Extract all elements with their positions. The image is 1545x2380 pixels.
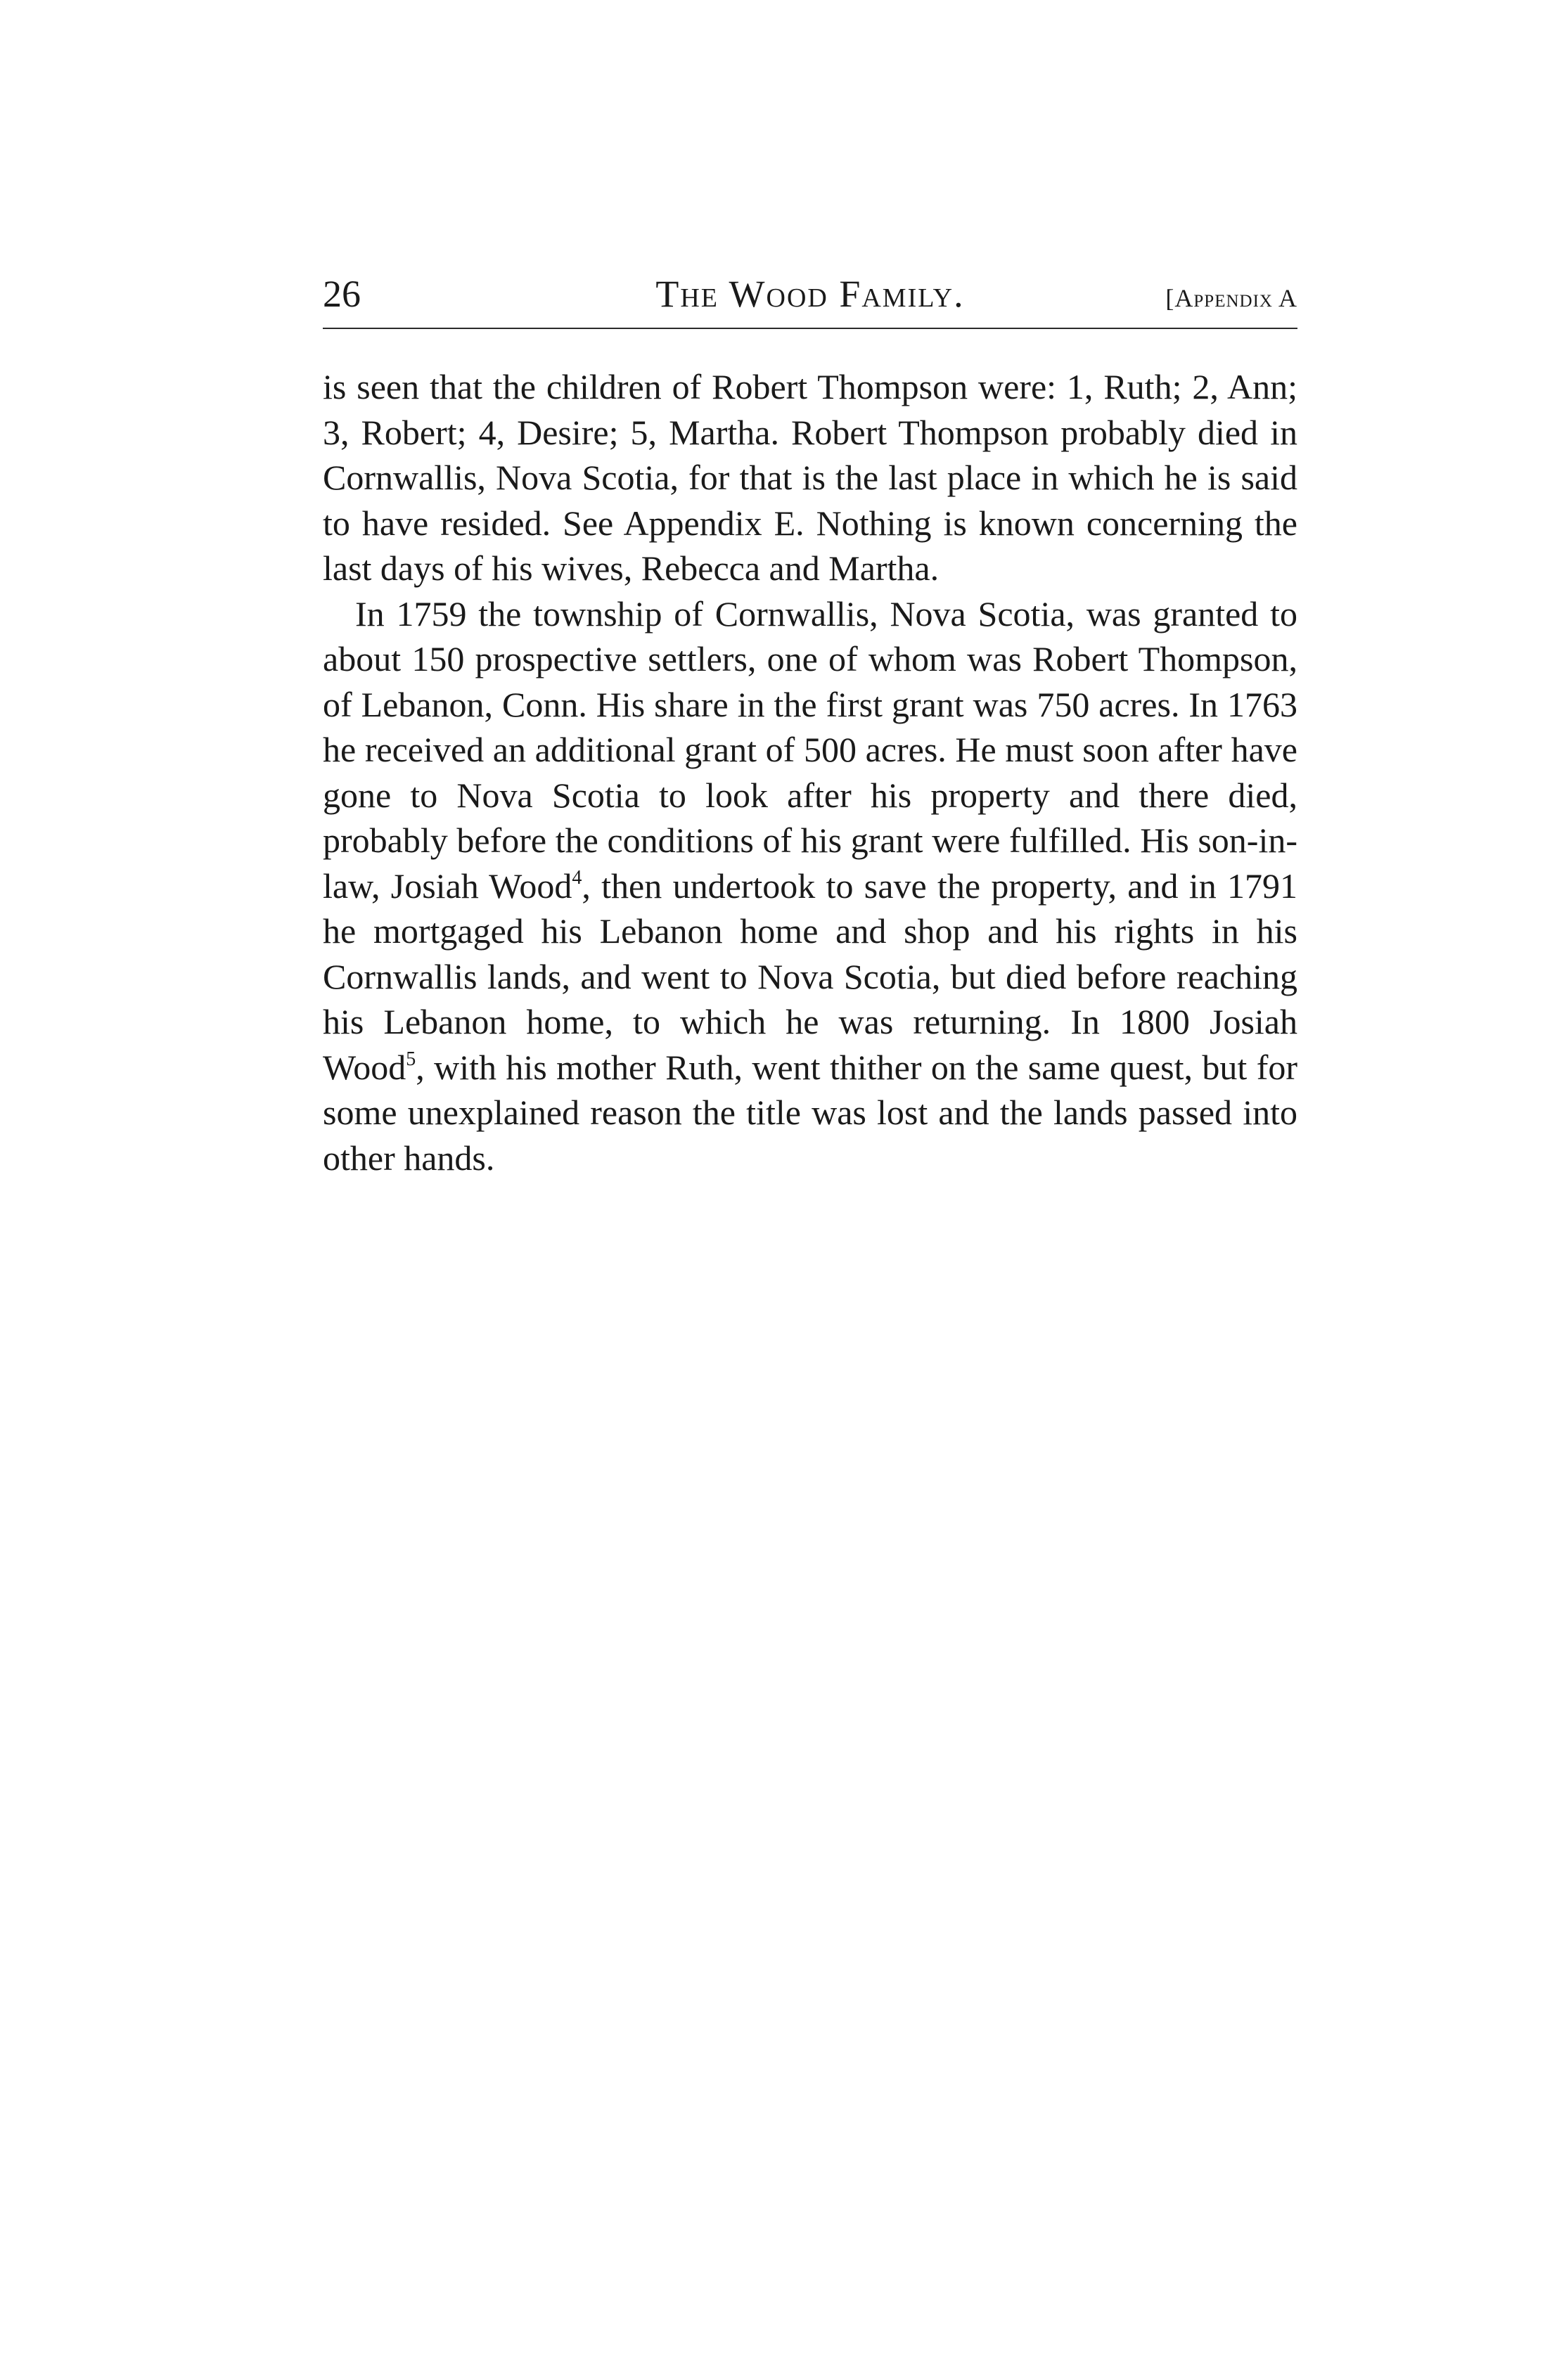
body-text: [323, 364, 1297, 1181]
page-number: 26: [323, 273, 361, 315]
running-title: The Wood Family.: [655, 273, 965, 315]
header-rule: [323, 328, 1297, 329]
section-reference: [Appendix A: [1165, 284, 1297, 312]
running-head: [323, 266, 1297, 322]
footnote-marker: 4: [572, 866, 582, 889]
paragraph-cornwallis-grant: [323, 591, 1297, 1181]
paragraph-continued: is seen that the children of Robert Thompson were: 1, Ruth; 2, Ann; 3, Robert; 4, Desire; 5, Martha. Robert Thompson probably died in Cornwallis, Nova Scotia, for that is the last place in which he is said to have resided. See Appendix E. Nothing is known concerning the last days of his wives, Rebecca and Martha.: [323, 367, 1297, 588]
footnote-marker: 5: [406, 1048, 416, 1070]
paragraph-segment: , then undertook to save the property, and in 1791 he mortgaged his Lebanon home and shop and his rights in his Cornwallis lands, and went to Nova Scotia, but died before reaching his Lebanon home, to which he was returning. In 1800 Josiah Wood: [323, 866, 1298, 1087]
paragraph-segment: In 1759 the township of Cornwallis, Nova Scotia, was granted to about 150 prospective settlers, one of whom was Robert Thompson, of Lebanon, Conn. His share in the first grant was 750 acres. In 1763 he received an additional grant of 500 acres. He must soon after have gone to Nova Scotia to look after his property and there died, probably before the conditions of his grant were fulfilled. His son-in-law, Josiah Wood: [323, 593, 1297, 906]
paragraph-segment: , with his mother Ruth, went thither on the same quest, but for some unexplained reason the title was lost and the lands passed into other hands.: [323, 1047, 1297, 1178]
